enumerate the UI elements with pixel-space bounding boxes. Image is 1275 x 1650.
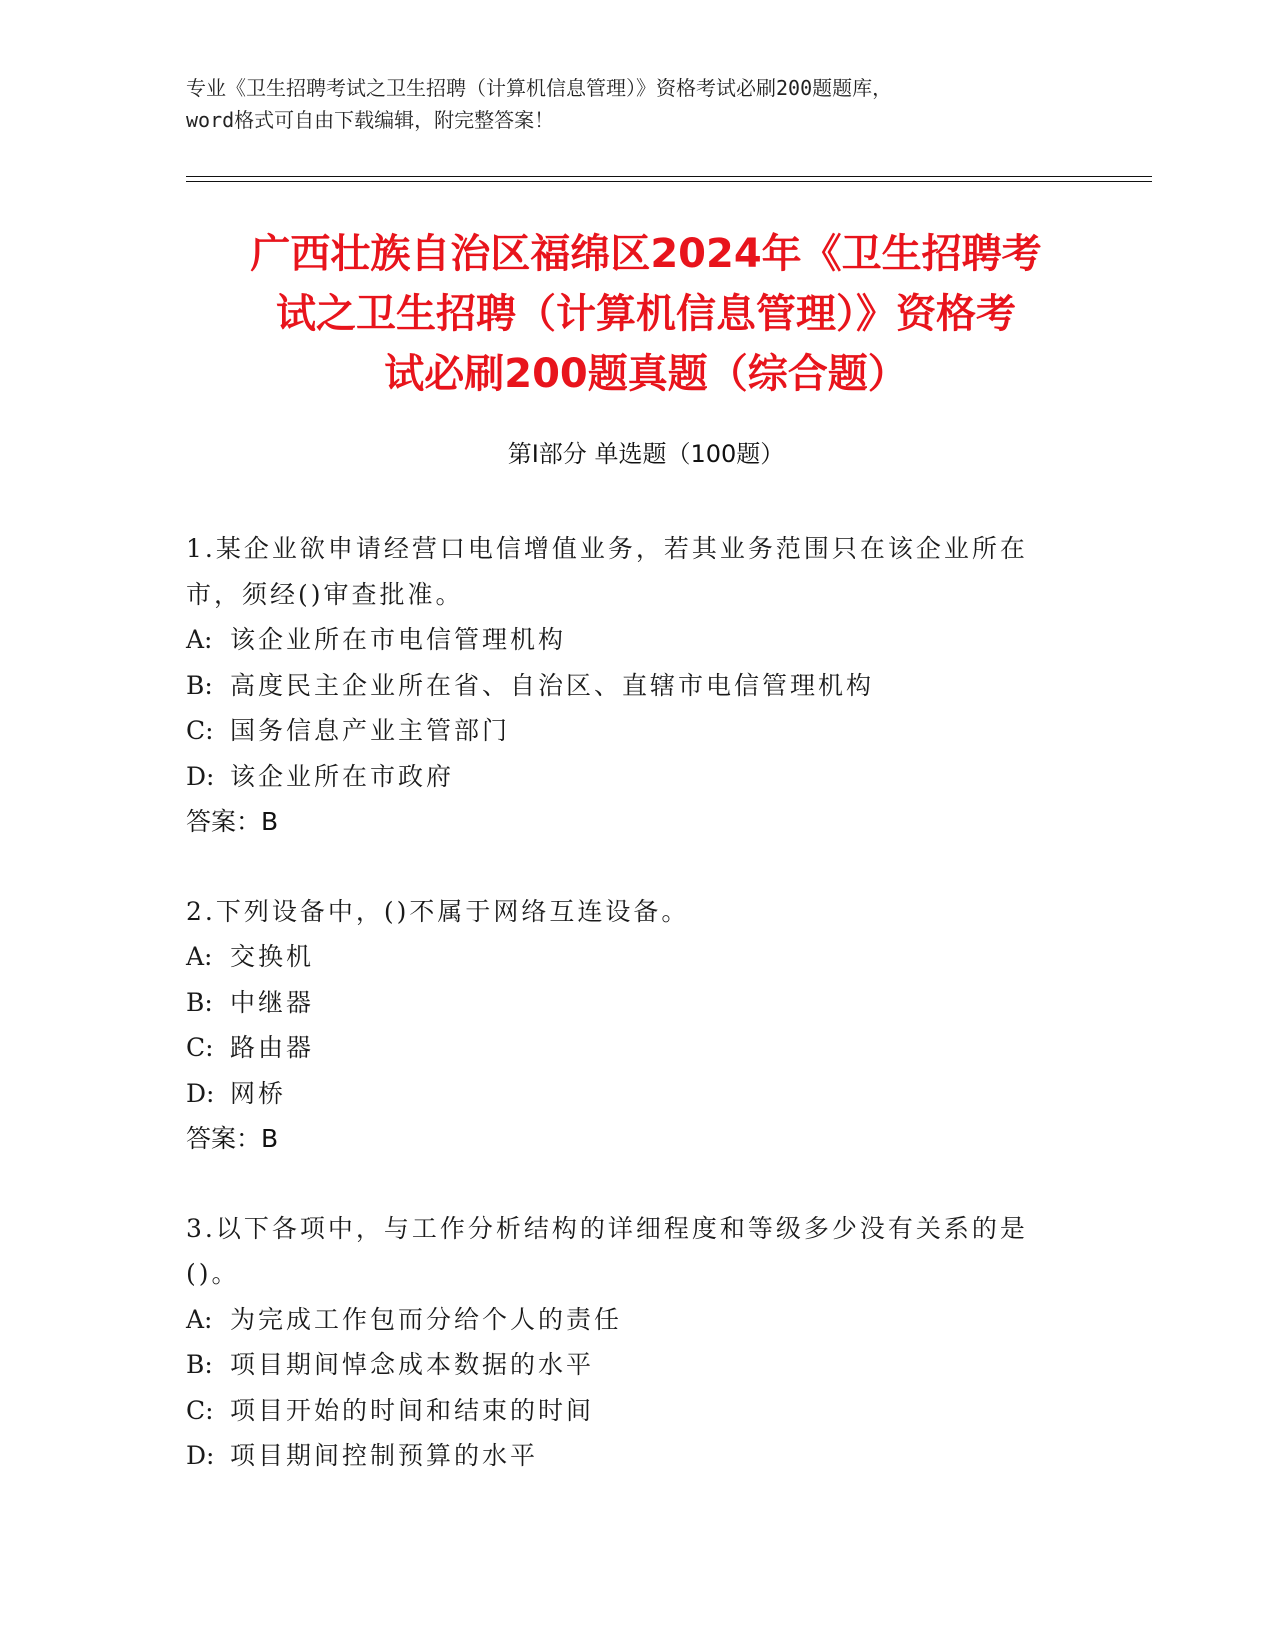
option-text: 交换机 [230, 942, 315, 971]
option-label: C: [186, 1395, 214, 1425]
option-d [186, 1071, 1066, 1117]
option-label: A: [186, 942, 213, 971]
title-line: 试必刷200题真题（综合题） [384, 351, 908, 397]
question-item [186, 889, 1066, 1162]
question-stem: 2.下列设备中，()不属于网络互连设备。 [186, 896, 690, 926]
option-text: 高度民主企业所在省、自治区、直辖市电信管理机构 [230, 670, 875, 700]
answer-line: 答案：B [186, 1124, 279, 1153]
option-a [186, 1297, 1066, 1343]
option-text: 项目期间悼念成本数据的水平 [230, 1350, 595, 1379]
header-divider [186, 181, 1152, 182]
question-item [186, 526, 1066, 845]
option-label: C: [186, 1033, 214, 1062]
option-text: 项目开始的时间和结束的时间 [230, 1395, 595, 1425]
title-line: 广西壮族自治区福绵区2024年《卫生招聘考 [250, 231, 1042, 277]
question-stem: 3.以下各项中，与工作分析结构的详细程度和等级多少没有关系的是 [186, 1213, 1028, 1243]
title-line: 试之卫生招聘（计算机信息管理）》资格考 [276, 291, 1016, 337]
option-label: C: [186, 716, 214, 745]
option-text: 中继器 [230, 987, 315, 1017]
option-label: B: [186, 670, 213, 700]
header-note [186, 72, 1106, 136]
option-text: 路由器 [230, 1033, 315, 1062]
question-stem: ()。 [186, 1259, 240, 1288]
option-text: 该企业所在市电信管理机构 [230, 625, 567, 654]
section-heading: 第Ⅰ部分 单选题（100题） [507, 440, 785, 468]
option-b [186, 980, 1066, 1026]
option-b [186, 1342, 1066, 1388]
option-label: B: [186, 987, 213, 1017]
option-label: D: [186, 1078, 215, 1108]
option-d [186, 754, 1066, 800]
option-label: A: [186, 625, 213, 654]
answer-line: 答案：B [186, 807, 279, 836]
option-c [186, 708, 1066, 754]
question-stem: 1.某企业欲申请经营口电信增值业务，若其业务范围只在该企业所在 [186, 534, 1028, 563]
question-list [186, 526, 1066, 1523]
option-b [186, 663, 1066, 709]
option-label: D: [186, 761, 215, 791]
option-text: 项目期间控制预算的水平 [230, 1441, 539, 1470]
option-a [186, 617, 1066, 663]
question-item [186, 1206, 1066, 1479]
option-d [186, 1433, 1066, 1479]
header-divider [186, 176, 1152, 177]
option-text: 国务信息产业主管部门 [230, 716, 511, 745]
option-c [186, 1025, 1066, 1071]
option-c [186, 1388, 1066, 1434]
option-a [186, 934, 1066, 980]
header-note-line: word格式可自由下载编辑，附完整答案！ [186, 108, 555, 132]
option-label: A: [186, 1304, 213, 1334]
header-note-line: 专业《卫生招聘考试之卫生招聘（计算机信息管理）》资格考试必刷200题题库， [186, 76, 893, 100]
option-label: B: [186, 1350, 213, 1379]
document-title [186, 224, 1106, 404]
option-text: 为完成工作包而分给个人的责任 [230, 1304, 623, 1334]
option-text: 该企业所在市政府 [230, 761, 455, 791]
option-text: 网桥 [230, 1078, 287, 1108]
question-stem: 市，须经()审查批准。 [186, 579, 464, 609]
option-label: D: [186, 1441, 215, 1470]
